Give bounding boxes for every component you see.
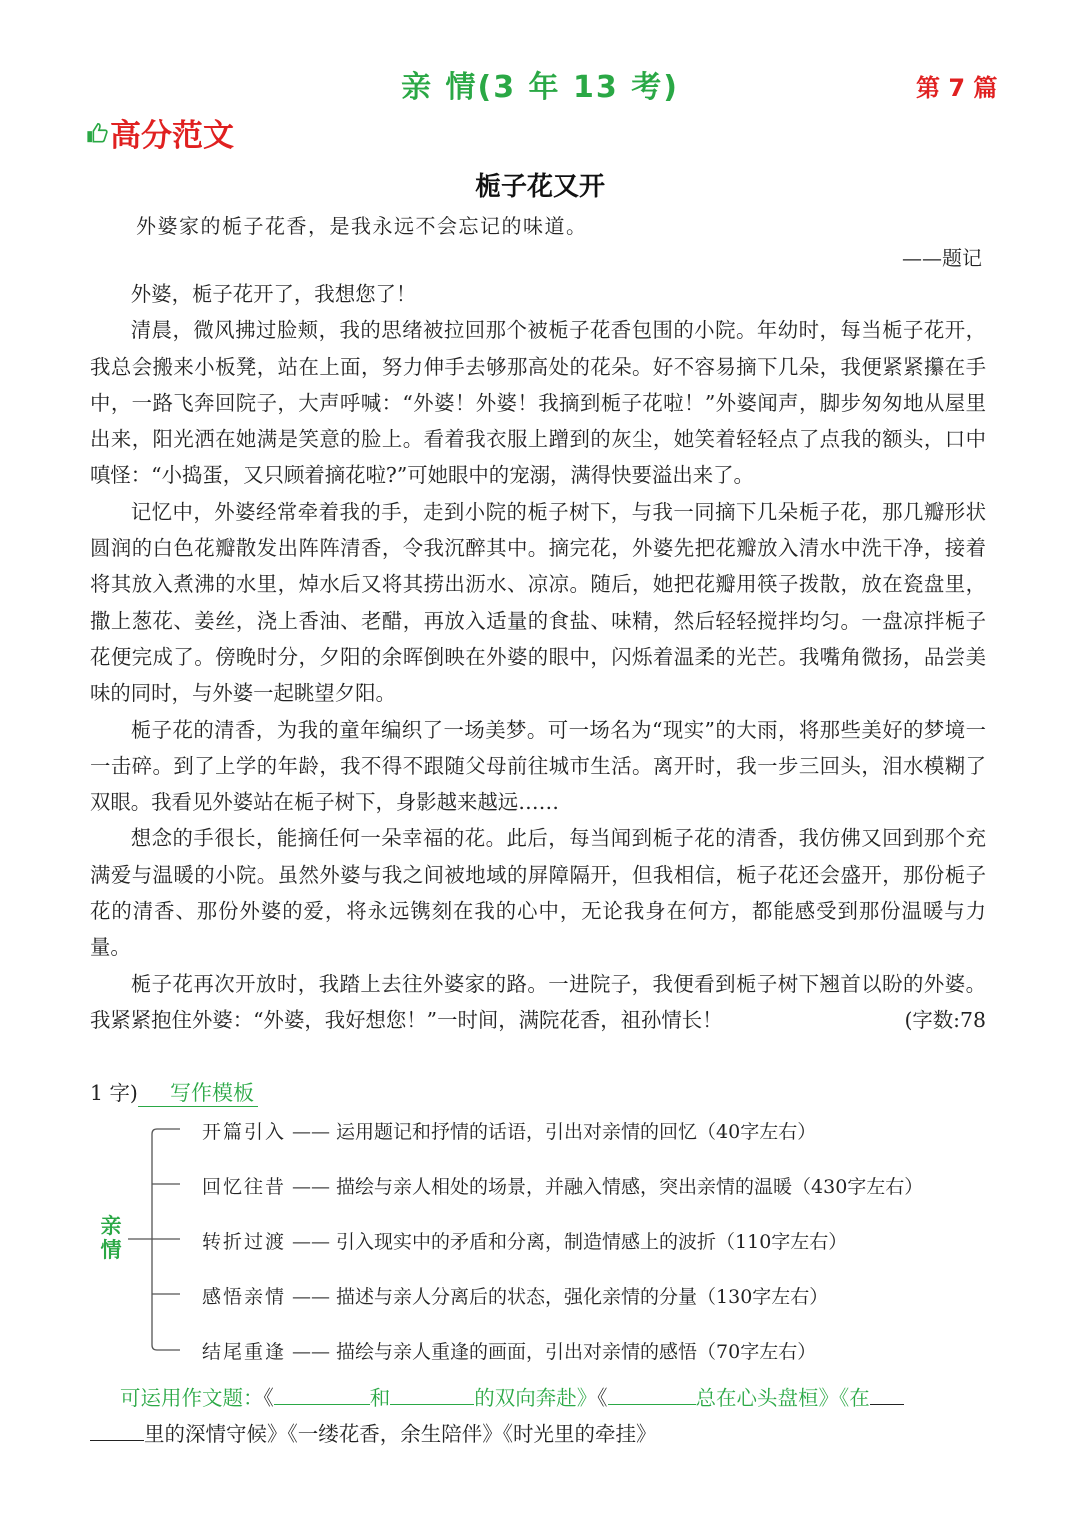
topic-2-part: 《 [597, 1386, 608, 1410]
word-count: (字数:78 [904, 1007, 986, 1032]
epigraph-signature: ——题记 [902, 246, 982, 270]
section-label-text: 高分范文 [110, 118, 234, 154]
paragraph: 栀子花的清香，为我的童年编织了一场美梦。可一场名为“现实”的大雨，将那些美好的梦境一一击碎。到了上学的年龄，我不得不跟随父母前往城市生活。离开时，我一步三回头，泪水模糊了双眼。我看见外婆站在栀子树下，身影越来越远…… [90, 717, 986, 815]
paragraph: 清晨，微风拂过脸颊，我的思绪被拉回那个被栀子花香包围的小院。年幼时，每当栀子花开，我总会搬来小板凳，站在上面，努力伸手去够那高处的花朵。好不容易摘下几朵，我便紧紧攥在手中，一路飞奔回院子，大声呼喊：“外婆！外婆！我摘到栀子花啦！”外婆闻声，脚步匆匆地从屋里出来，阳光洒在她满是笑意的脸上。看着我衣服上蹭到的灰尘，她笑着轻轻点了点我的额头，口中嗔怪：“小捣蛋，又只顾着摘花啦?”可她眼中的宠溺，满得快要溢出来了。 [90, 318, 986, 488]
section-label [86, 110, 234, 155]
topics-label: 可运用作文题： [120, 1386, 264, 1410]
usable-topics [90, 1380, 990, 1452]
paragraph: 外婆，栀子花开了，我想您了！ [130, 282, 417, 306]
page-header-title: 亲 情(3 年 13 考) [401, 70, 679, 105]
template-desc: 描绘与亲人相处的场景，并融入情感，突出亲情的温暖（430字左右） [336, 1176, 924, 1198]
thumbs-up-icon [86, 122, 108, 144]
topic-4: 《一缕花香，余生陪伴》 [287, 1422, 503, 1446]
essay-title: 栀子花又开 [474, 172, 605, 202]
template-desc: 描绘与亲人重逢的画面，引出对亲情的感悟（70字左右） [336, 1341, 817, 1363]
template-tree-lines [120, 1120, 200, 1360]
epigraph: 外婆家的栀子花香，是我永远不会忘记的味道。 [136, 214, 588, 238]
topic-1-part: 的双向奔赴》 [474, 1386, 598, 1410]
template-row: 回忆往昔 —— 描绘与亲人相处的场景，并融入情感，突出亲情的温暖（430字左右） [202, 1176, 924, 1198]
paragraph: 想念的手很长，能摘任何一朵幸福的花。此后，每当闻到栀子花的清香，我仿佛又回到那个充满爱与温暖的小院。虽然外婆与我之间被地域的屏障隔开，但我相信，栀子花还会盛开，那份栀子花的清香、那份外婆的爱，将永远镌刻在我的心中，无论我身在何方，都能感受到那份温暖与力量。 [90, 826, 986, 960]
template-step: 转折过渡 [202, 1231, 287, 1253]
template-row: 感悟亲情 —— 描述与亲人分离后的状态，强化亲情的分量（130字左右） [202, 1286, 829, 1308]
template-step: 结尾重逢 [202, 1341, 287, 1363]
template-desc: 描述与亲人分离后的状态，强化亲情的分量（130字左右） [336, 1286, 829, 1308]
template-heading: 写作模板 [138, 1080, 258, 1107]
essay-body [90, 276, 986, 1038]
template-row: 结尾重逢 —— 描绘与亲人重逢的画面，引出对亲情的感悟（70字左右） [202, 1341, 817, 1363]
template-step: 回忆往昔 [202, 1176, 287, 1198]
topic-3-part: 《在 [839, 1386, 870, 1410]
topic-5: 《时光里的牵挂》 [502, 1422, 657, 1446]
template-step: 开篇引入 [202, 1121, 287, 1143]
blank-line [90, 1422, 144, 1441]
template-step: 感悟亲情 [202, 1286, 287, 1308]
paragraph-text: 栀子花再次开放时，我踏上去往外婆家的路。一进院子，我便看到栀子树下翘首以盼的外婆。我紧紧抱住外婆：“外婆，我好想您！”一时间，满院花香，祖孙情长！ [90, 971, 986, 1032]
blank-line [274, 1386, 370, 1405]
blank-line [870, 1386, 904, 1405]
topic-1-part: 和 [369, 1386, 391, 1410]
template-desc: 运用题记和抒情的话语，引出对亲情的回忆（40字左右） [336, 1121, 817, 1143]
word-count-cont: 1 字) [90, 1081, 138, 1105]
topic-1-part: 《 [263, 1386, 274, 1410]
topic-2-part: 总在心头盘桓》 [695, 1386, 839, 1410]
template-row: 转折过渡 —— 引入现实中的矛盾和分离，制造情感上的波折（110字左右） [202, 1231, 848, 1253]
paragraph [90, 966, 986, 1039]
blank-line [390, 1386, 474, 1405]
template-root-label: 亲情 [100, 1214, 122, 1262]
blank-line [608, 1386, 696, 1405]
topic-3-part: 里的深情守候》 [144, 1422, 288, 1446]
paragraph: 记忆中，外婆经常牵着我的手，走到小院的栀子树下，与我一同摘下几朵栀子花，那几瓣形状圆润的白色花瓣散发出阵阵清香，令我沉醉其中。摘完花，外婆先把花瓣放入清水中洗干净，接着将其放入煮沸的水里，焯水后又将其捞出沥水、凉凉。随后，她把花瓣用筷子拨散，放在瓷盘里，撒上葱花、姜丝，浇上香油、老醋，再放入适量的食盐、味精，然后轻轻搅拌均匀。一盘凉拌栀子花便完成了。傍晚时分，夕阳的余晖倒映在外婆的眼中，闪烁着温柔的光芒。我嘴角微扬，品尝美味的同时，与外婆一起眺望夕阳。 [90, 499, 986, 706]
article-number: 第 7 篇 [916, 74, 998, 102]
template-row: 开篇引入 —— 运用题记和抒情的话语，引出对亲情的回忆（40字左右） [202, 1121, 817, 1143]
template-desc: 引入现实中的矛盾和分离，制造情感上的波折（110字左右） [336, 1231, 848, 1253]
